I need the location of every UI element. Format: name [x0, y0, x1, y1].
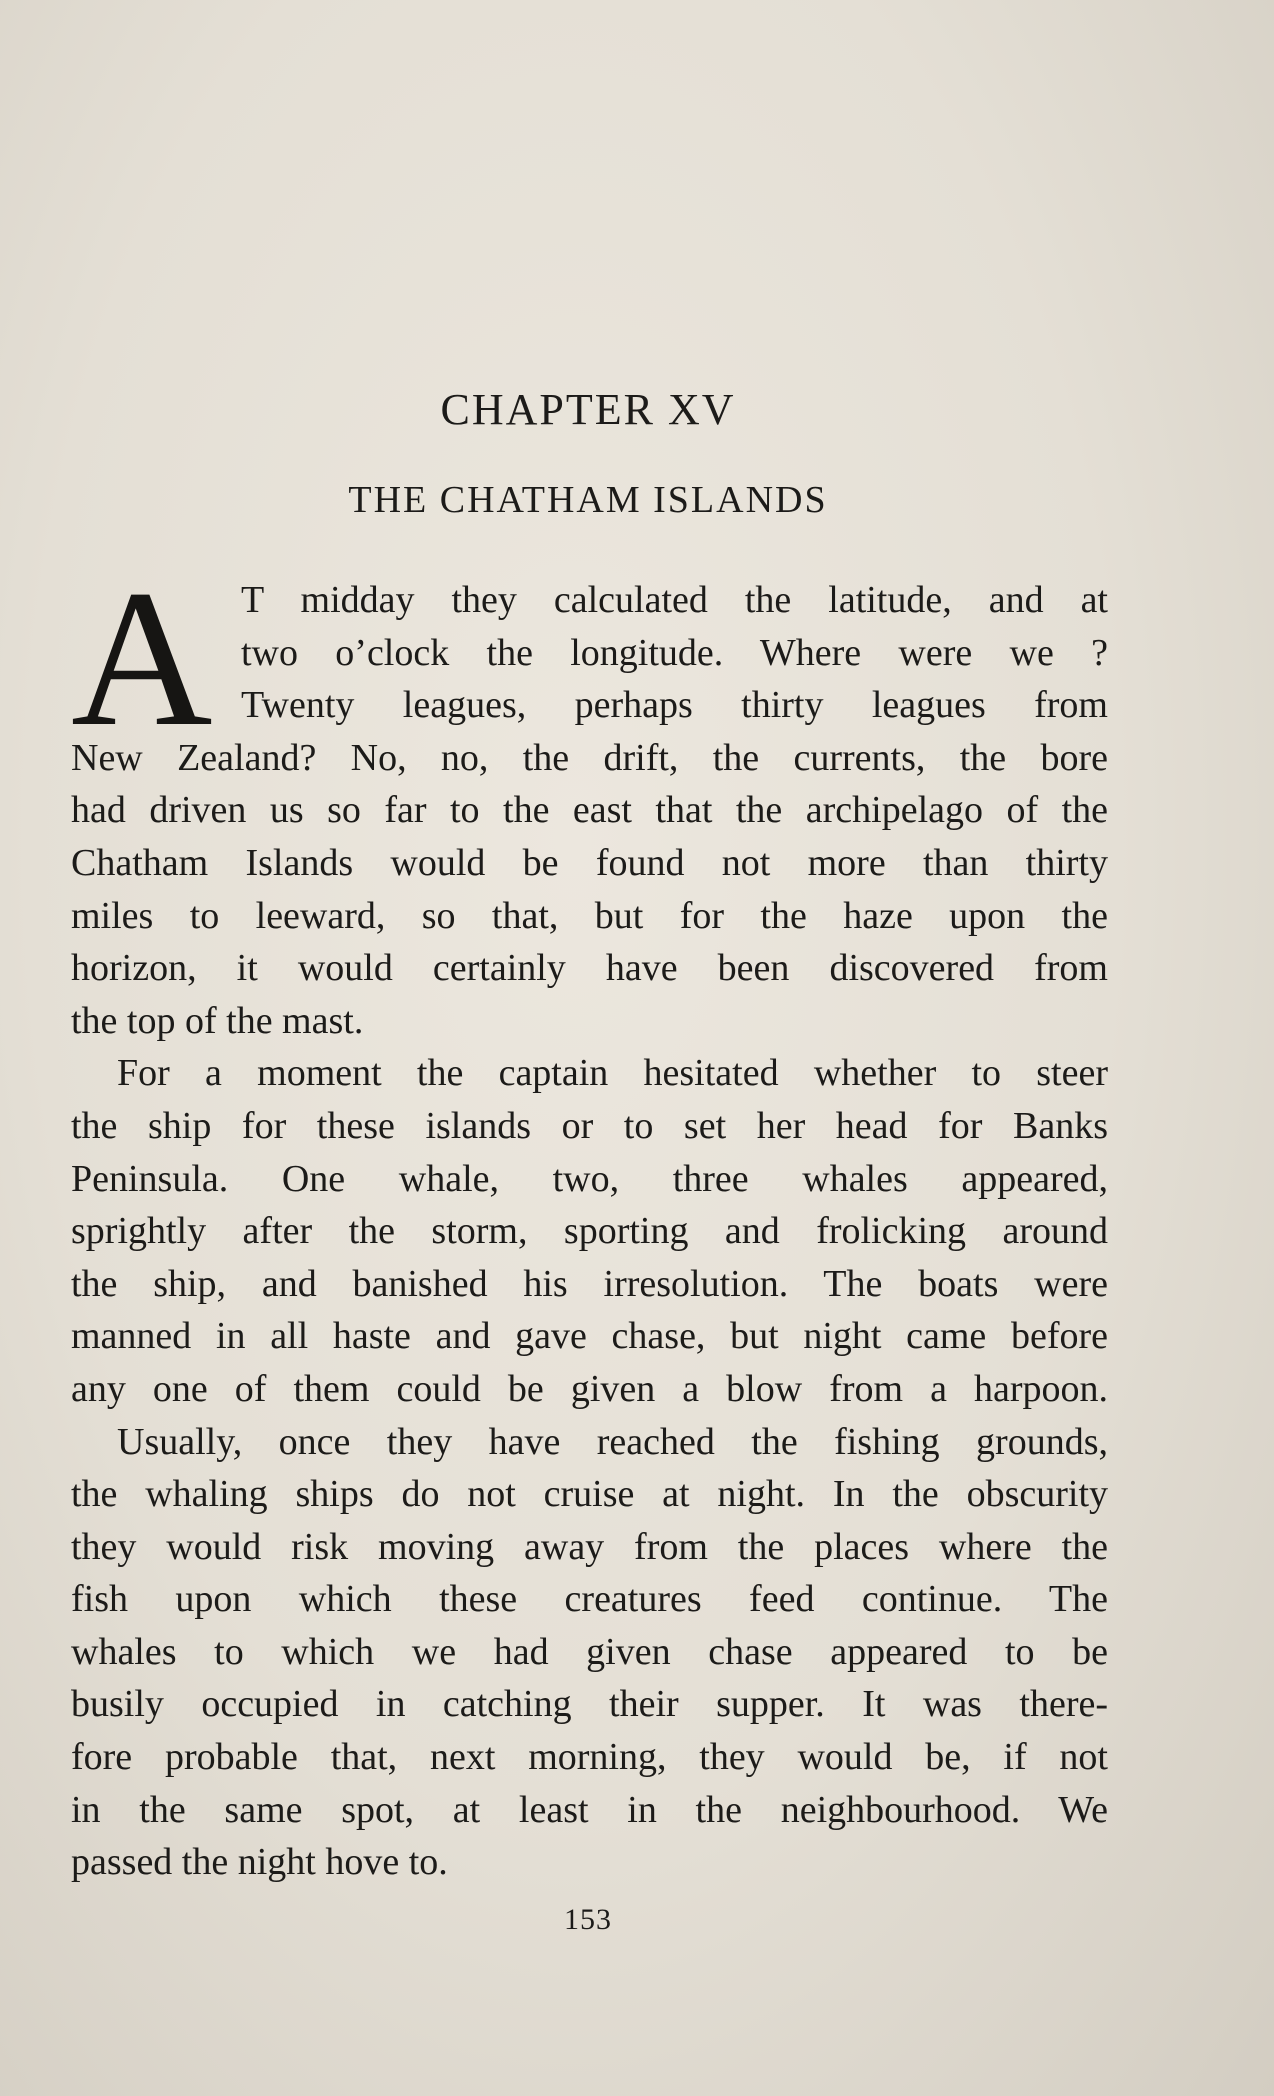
text-line: Twenty leagues, perhaps thirty leagues from [241, 684, 1108, 727]
text-line: New Zealand? No, no, the drift, the currents, the bore [71, 736, 1108, 779]
chapter-title: THE CHATHAM ISLANDS [348, 479, 828, 521]
text-line: they would risk moving away from the places where the [71, 1525, 1108, 1568]
text-line: the whaling ships do not cruise at night. In the obscurity [71, 1473, 1108, 1516]
page-number: 153 [564, 1903, 612, 1936]
text-line: the ship, and banished his irresolution. The boats were [71, 1262, 1108, 1305]
body-text [71, 550, 1108, 1889]
text-line: Chatham Islands would be found not more than thirty [71, 841, 1108, 884]
text-line: the ship for these islands or to set her head for Banks [71, 1104, 1108, 1147]
drop-cap: A [71, 550, 213, 767]
text-line: passed the night hove to. [71, 1841, 448, 1884]
text-line: two o’clock the longitude. Where were we ? [241, 631, 1108, 674]
text-line: horizon, it would certainly have been discovered from [71, 947, 1108, 990]
text-line: in the same spot, at least in the neighbourhood. We [71, 1788, 1108, 1831]
text-line: any one of them could be given a blow from a harpoon. [71, 1367, 1108, 1410]
text-line: had driven us so far to the east that the archipelago of the [71, 789, 1108, 832]
text-line: fish upon which these creatures feed continue. The [71, 1578, 1108, 1621]
text-line: busily occupied in catching their supper. It was there- [71, 1683, 1108, 1726]
text-line: Usually, once they have reached the fishing grounds, [117, 1420, 1108, 1463]
text-line: miles to leeward, so that, but for the haze upon the [71, 894, 1108, 937]
text-line: whales to which we had given chase appeared to be [71, 1630, 1108, 1673]
text-line: For a moment the captain hesitated whether to steer [117, 1052, 1108, 1095]
text-line: fore probable that, next morning, they would be, if not [71, 1736, 1108, 1779]
text-line: T midday they calculated the latitude, and at [241, 579, 1108, 621]
text-line: sprightly after the storm, sporting and frolicking around [71, 1210, 1108, 1253]
text-line: manned in all haste and gave chase, but night came before [71, 1315, 1108, 1358]
text-line: the top of the mast. [71, 999, 364, 1042]
text-line: Peninsula. One whale, two, three whales appeared, [71, 1157, 1108, 1200]
chapter-number: CHAPTER XV [440, 385, 736, 434]
